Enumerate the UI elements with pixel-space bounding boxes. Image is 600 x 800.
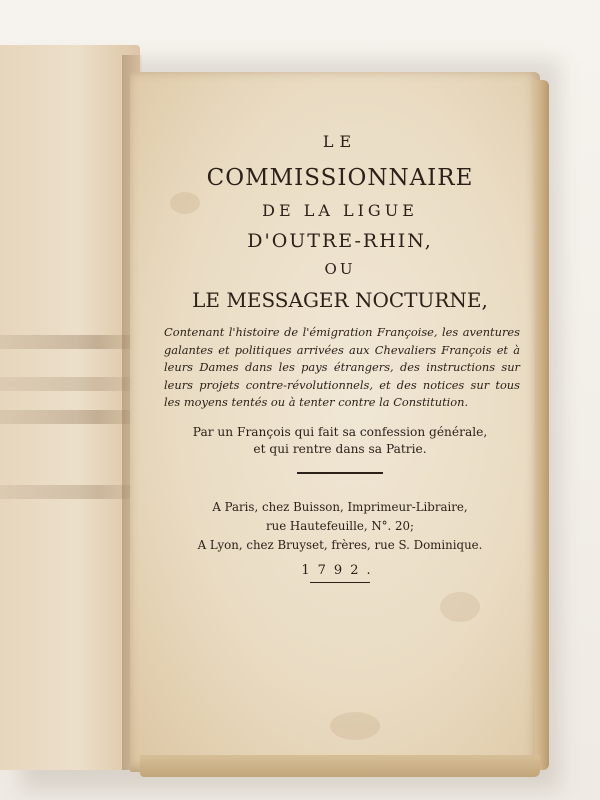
author-line-2: et qui rentre dans sa Patrie. [253, 441, 427, 456]
title-page-text [150, 120, 530, 583]
description-text: Contenant l'histoire de l'émigration Françoise, les aventures galantes et politiques arrivées aux Chevaliers François et à leurs Dames dans les pays étrangers, des instructions sur leurs projets contre-révolutionnels, et des notices sur tous les moyens tentés ou à tenter contre la Constitution. [164, 325, 520, 409]
divider-rule [297, 472, 383, 474]
title-line-messager: LE MESSAGER NOCTURNE, [192, 288, 488, 312]
left-page [0, 45, 140, 770]
title-line-commissionnaire: COMMISSIONNAIRE [206, 165, 474, 191]
year-underline [310, 582, 370, 583]
title-line-ou: OU [324, 260, 356, 278]
title-line-le: LE [322, 132, 358, 151]
page-edges-right [535, 80, 549, 770]
publication-year: 1792. [301, 562, 379, 578]
imprint-line-3: A Lyon, chez Bruyset, frères, rue S. Dominique. [197, 537, 483, 552]
imprint-line-1: A Paris, chez Buisson, Imprimeur-Libraire, [212, 499, 468, 514]
author-line-1: Par un François qui fait sa confession générale, [192, 424, 488, 439]
show-through-text [0, 335, 140, 515]
page-edges-bottom [140, 755, 540, 777]
title-line-de-la-ligue: DE LA LIGUE [262, 201, 418, 220]
title-line-outre-rhin: D'OUTRE-RHIN, [247, 230, 433, 252]
imprint-line-2: rue Hautefeuille, N°. 20; [265, 518, 415, 533]
